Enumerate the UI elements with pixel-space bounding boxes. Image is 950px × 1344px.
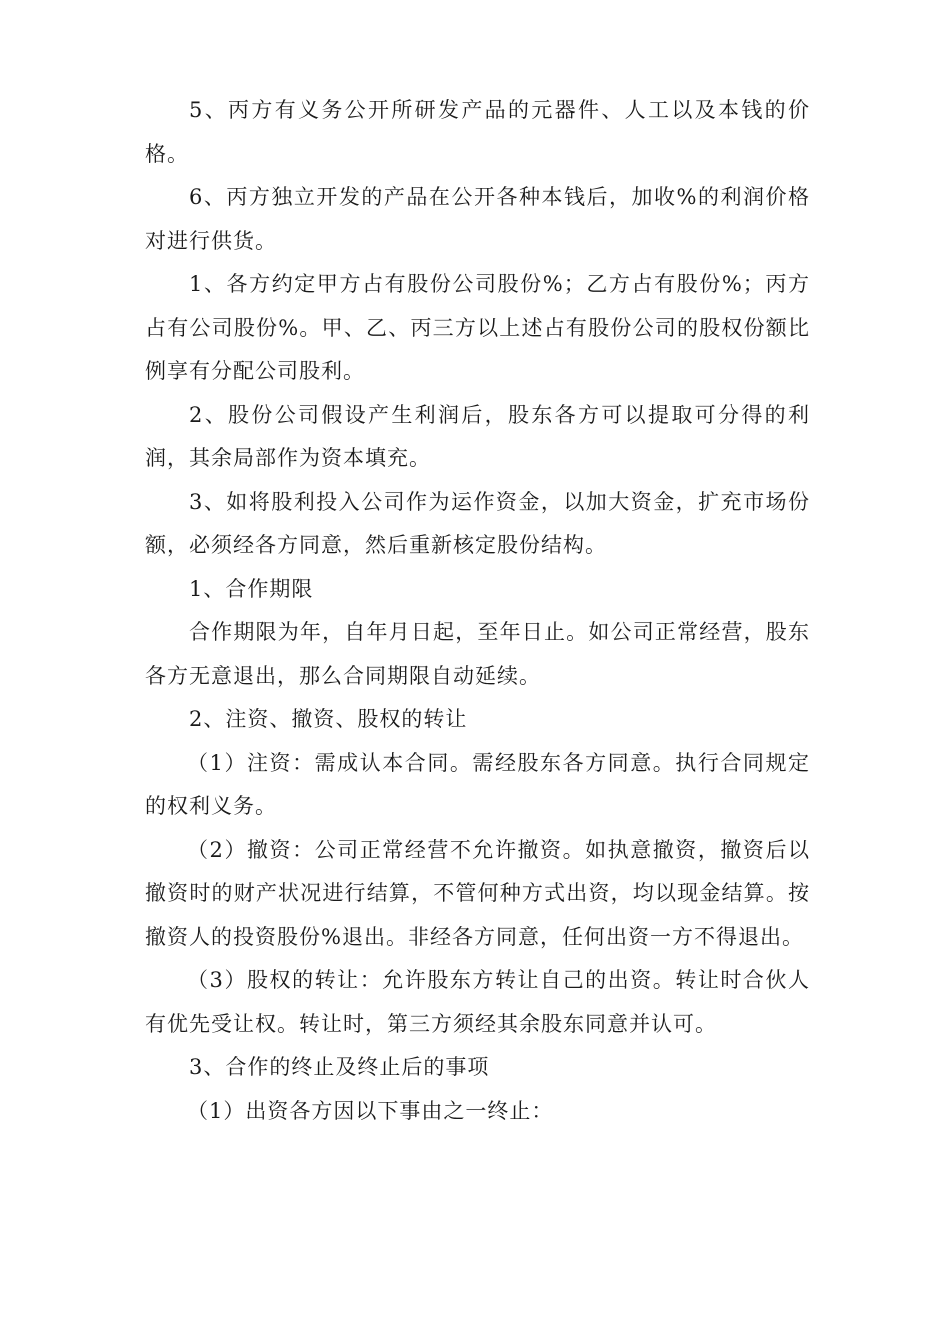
paragraph-share-allocation: 1、各方约定甲方占有股份公司股份%；乙方占有股份%；丙方占有公司股份%。甲、乙、丙三方以上述占有股份公司的股权份额比例享有分配公司股利。 bbox=[145, 272, 810, 383]
paragraph-termination-causes: （1）出资各方因以下事由之一终止： bbox=[187, 1098, 554, 1123]
paragraph-disclose-costs: 5、丙方有义务公开所研发产品的元器件、人工以及本钱的价格。 bbox=[145, 98, 810, 166]
paragraph-term: 合作期限为年，自年月日起，至年日止。如公司正常经营，股东各方无意退出，那么合同期限自动延续。 bbox=[145, 620, 810, 688]
paragraph-supply-pricing: 6、丙方独立开发的产品在公开各种本钱后，加收%的利润价格对进行供货。 bbox=[145, 185, 810, 253]
paragraph-capital-injection: （1）注资：需成认本合同。需经股东各方同意。执行合同规定的权利义务。 bbox=[145, 750, 810, 818]
section-heading-capital: 2、注资、撤资、股权的转让 bbox=[189, 707, 468, 731]
section-heading-termination: 3、合作的终止及终止后的事项 bbox=[189, 1055, 490, 1079]
document-body bbox=[145, 89, 810, 1133]
paragraph-dividend-reinvestment: 3、如将股利投入公司作为运作资金，以加大资金，扩充市场份额，必须经各方同意，然后重新核定股份结构。 bbox=[145, 489, 810, 557]
paragraph-profit-withdrawal: 2、股份公司假设产生利润后，股东各方可以提取可分得的利润，其余局部作为资本填充。 bbox=[145, 402, 810, 470]
paragraph-equity-transfer: （3）股权的转让：允许股东方转让自己的出资。转让时合伙人有优先受让权。转让时，第三方须经其余股东同意并认可。 bbox=[145, 968, 810, 1036]
section-heading-term: 1、合作期限 bbox=[189, 576, 314, 601]
paragraph-capital-withdrawal: （2）撤资：公司正常经营不允许撤资。如执意撤资，撤资后以撤资时的财产状况进行结算，不管何种方式出资，均以现金结算。按撤资人的投资股份%退出。非经各方同意，任何出资一方不得退出。 bbox=[145, 837, 810, 949]
